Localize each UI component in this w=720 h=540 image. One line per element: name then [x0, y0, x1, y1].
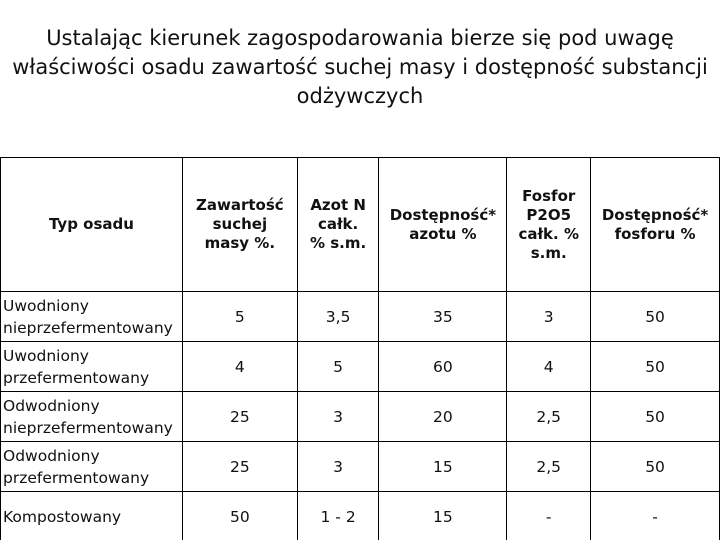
nitrogen-availability-cell: 15	[379, 442, 507, 492]
sludge-type-text: Uwodniony	[3, 346, 89, 365]
nitrogen-total-cell: 3	[297, 442, 379, 492]
sludge-type-text: przefermentowany	[3, 468, 150, 487]
phosphorus-total-cell: 3	[507, 292, 591, 342]
phosphorus-total-cell: -	[507, 492, 591, 540]
title-line-2: właściwości osadu zawartość suchej masy i dostępność substancji	[12, 55, 708, 79]
nitrogen-availability-cell: 60	[379, 342, 507, 392]
sludge-type-text: nieprzefermentowany	[3, 418, 173, 437]
sludge-type-text: Odwodniony	[3, 396, 100, 415]
sludge-type-cell	[1, 292, 183, 342]
sludge-type-cell	[1, 442, 183, 492]
header-dry-mass	[182, 158, 297, 292]
table-row	[1, 392, 720, 442]
sludge-type-text: Uwodniony	[3, 296, 89, 315]
header-text-line: całk.	[317, 215, 359, 233]
header-text-line: Azot N	[310, 196, 366, 214]
header-text-line: całk. %	[518, 224, 579, 243]
phosphorus-availability-cell: 50	[591, 392, 720, 442]
table-row	[1, 292, 720, 342]
dry-mass-cell: 25	[182, 392, 297, 442]
header-text-line: Dostępność*	[389, 205, 497, 224]
sludge-properties-table	[0, 157, 720, 540]
dry-mass-cell: 5	[182, 292, 297, 342]
header-phosphorus-availability	[591, 158, 720, 292]
nitrogen-total-cell: 3	[297, 392, 379, 442]
header-text-line: fosforu %	[614, 224, 696, 243]
title-line-3: odżywczych	[296, 84, 424, 108]
sludge-type-cell	[1, 342, 183, 392]
header-text-line: P2O5	[526, 205, 572, 224]
dry-mass-cell: 4	[182, 342, 297, 392]
sludge-type-text: Kompostowany	[3, 507, 122, 526]
phosphorus-total-cell: 2,5	[507, 442, 591, 492]
title-line-1: Ustalając kierunek zagospodarowania bierze się pod uwagę	[46, 26, 674, 50]
sludge-type-cell	[1, 492, 183, 540]
header-phosphorus-total	[507, 158, 591, 292]
header-nitrogen-total	[297, 158, 379, 292]
nitrogen-availability-cell: 20	[379, 392, 507, 442]
header-text-line: % s.m.	[310, 234, 367, 252]
table-row	[1, 492, 720, 540]
sludge-type-cell	[1, 392, 183, 442]
dry-mass-cell: 25	[182, 442, 297, 492]
phosphorus-availability-cell: 50	[591, 292, 720, 342]
header-text-line: azotu %	[409, 224, 477, 243]
table-body	[1, 292, 720, 540]
header-text-line: Zawartość	[196, 196, 284, 214]
phosphorus-total-cell: 4	[507, 342, 591, 392]
table-row	[1, 442, 720, 492]
table-header-row	[1, 158, 720, 292]
nitrogen-total-cell: 5	[297, 342, 379, 392]
header-text-line: Fosfor	[522, 186, 576, 205]
header-text-line: suchej	[212, 215, 268, 233]
slide-title	[0, 24, 720, 111]
sludge-type-text: przefermentowany	[3, 368, 150, 387]
phosphorus-availability-cell: 50	[591, 342, 720, 392]
header-nitrogen-availability	[379, 158, 507, 292]
sludge-type-text: nieprzefermentowany	[3, 318, 173, 337]
header-text-line: masy %.	[204, 234, 276, 252]
header-sludge-type	[1, 158, 183, 292]
phosphorus-availability-cell: 50	[591, 442, 720, 492]
sludge-type-text: Odwodniony	[3, 446, 100, 465]
dry-mass-cell: 50	[182, 492, 297, 540]
header-text-line: s.m.	[530, 243, 567, 262]
phosphorus-availability-cell: -	[591, 492, 720, 540]
header-text-line: Typ osadu	[48, 215, 134, 233]
nitrogen-availability-cell: 15	[379, 492, 507, 540]
nitrogen-total-cell: 1 - 2	[297, 492, 379, 540]
nitrogen-total-cell: 3,5	[297, 292, 379, 342]
header-text-line: Dostępność*	[601, 205, 709, 224]
nitrogen-availability-cell: 35	[379, 292, 507, 342]
table-row	[1, 342, 720, 392]
phosphorus-total-cell: 2,5	[507, 392, 591, 442]
